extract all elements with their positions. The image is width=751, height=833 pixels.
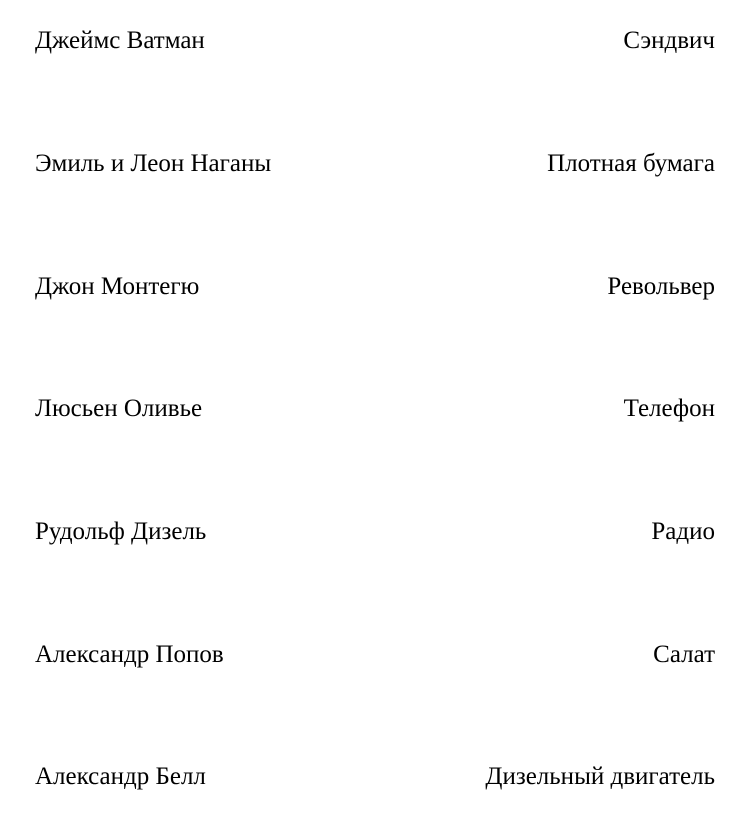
matching-row: [35, 270, 715, 304]
person-name: Александр Попов: [35, 641, 224, 668]
matching-row: [35, 147, 715, 181]
matching-row: [35, 24, 715, 58]
person-name: Джеймс Ватман: [35, 27, 205, 54]
person-name: Люсьен Оливье: [35, 395, 203, 422]
matching-row: [35, 638, 715, 672]
person-name: Рудольф Дизель: [35, 518, 207, 545]
invention-name: Сэндвич: [623, 27, 715, 54]
invention-name: Револьвер: [607, 273, 715, 300]
invention-name: Салат: [653, 641, 715, 668]
invention-name: Дизельный двигатель: [485, 763, 715, 790]
matching-row: [35, 515, 715, 549]
person-name: Александр Белл: [35, 763, 206, 790]
person-name: Эмиль и Леон Наганы: [35, 150, 272, 177]
invention-name: Плотная бумага: [547, 150, 715, 177]
invention-name: Телефон: [623, 395, 715, 422]
person-name: Джон Монтегю: [35, 273, 200, 300]
matching-row: [35, 760, 715, 794]
matching-row: [35, 392, 715, 426]
invention-name: Радио: [651, 518, 715, 545]
